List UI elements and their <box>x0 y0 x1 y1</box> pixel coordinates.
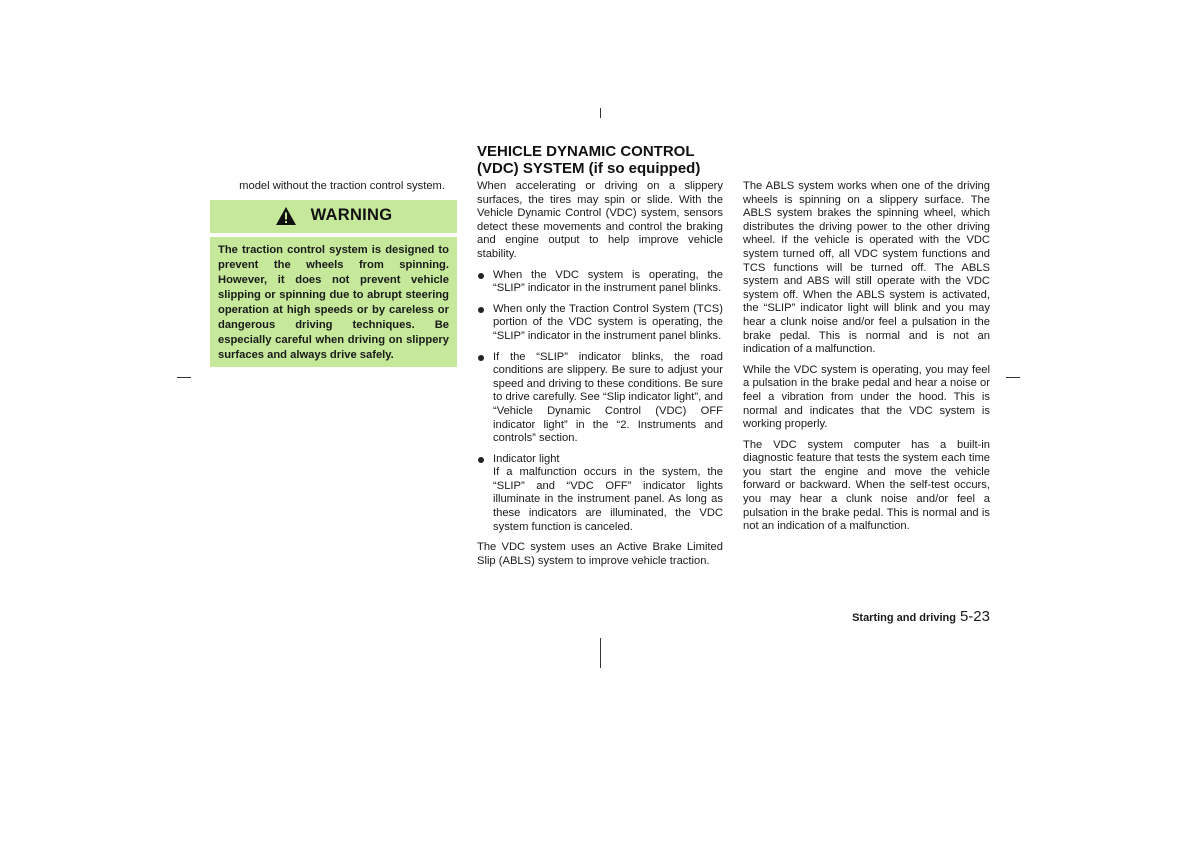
bullet-text: When only the Traction Control System (TCS) portion of the VDC system is operating, the “SLIP” indicator in the instrument panel blinks. <box>493 302 723 342</box>
warning-body: The traction control system is designed to prevent the wheels from spinning. However, it does not prevent vehicle slipping or spinning due to abrupt steering operation at high speeds or by careless or dangerous driving techniques. Be especially careful when driving on slippery surfaces and always drive safely. <box>210 237 457 367</box>
bullet-text: When the VDC system is operating, the “SLIP” indicator in the instrument panel blinks. <box>493 268 723 295</box>
bullet-item <box>477 269 723 296</box>
crop-mark-right <box>1006 377 1020 378</box>
body-paragraph: The VDC system computer has a built-in diagnostic feature that tests the system each time you start the engine and move the vehicle forward or backward. When the self-test occurs, you may hear a clunk noise and/or feel a pulsation in the brake pedal. This is normal and is not an indication of a malfunction. <box>743 438 990 533</box>
bullet-text: Indicator light <box>493 452 560 465</box>
bullet-item <box>477 453 723 535</box>
middle-column <box>477 144 723 575</box>
right-column <box>743 180 990 541</box>
crop-mark-left <box>177 377 191 378</box>
section-heading: VEHICLE DYNAMIC CONTROL (VDC) SYSTEM (if so equipped) <box>477 143 701 177</box>
bullet-subtext: If a malfunction occurs in the system, the “SLIP” and “VDC OFF” indicator lights illuminate in the instrument panel. As long as these indicators are illuminated, the VDC system function is canceled. <box>493 466 723 533</box>
bullet-text: If the “SLIP” indicator blinks, the road conditions are slippery. Be sure to adjust your speed and driving to these conditions. Be sure to drive carefully. See “Slip indicator light”, and “Vehicle Dynamic Control (VDC) OFF indicator light” in the “2. Instruments and controls” section. <box>493 350 723 445</box>
warning-title: WARNING <box>310 206 393 225</box>
crop-mark-bottom <box>600 638 601 668</box>
page-footer <box>852 608 990 625</box>
left-column <box>210 180 457 367</box>
bullet-item <box>477 351 723 446</box>
footer-section-title: Starting and driving <box>852 612 956 624</box>
bullet-item <box>477 303 723 344</box>
intro-paragraph: When accelerating or driving on a slippery surfaces, the tires may spin or slide. With the Vehicle Dynamic Control (VDC) system, sensors detect these movements and control the braking and engine output to help improve vehicle stability. <box>477 180 723 260</box>
body-paragraph: The ABLS system works when one of the driving wheels is spinning on a slippery surface. The ABLS system brakes the spinning wheel, which distributes the driving power to the other driving wheel. If the vehicle is operated with the VDC system turned off, all VDC system functions and TCS functions will be turned off. The ABLS system and ABS will still operate with the VDC system off. When the ABLS system is activated, the “SLIP” indicator light will blink and you may hear a clunk noise and/or feel a pulsation in the brake pedal. This is normal and is not an indication of a malfunction. <box>743 180 990 356</box>
warning-triangle-icon <box>275 206 297 226</box>
continuation-text: model without the traction control system. <box>239 180 445 192</box>
bullet-list <box>477 269 723 535</box>
crop-mark-top <box>600 108 601 118</box>
body-paragraph: While the VDC system is operating, you may feel a pulsation in the brake pedal and hear a noise or feel a vibration from under the hood. This is normal and indicates that the VDC system is working properly. <box>743 363 990 431</box>
warning-header <box>210 200 457 233</box>
closing-paragraph: The VDC system uses an Active Brake Limited Slip (ABLS) system to improve vehicle traction. <box>477 541 723 567</box>
page-number: 5-23 <box>959 608 990 625</box>
